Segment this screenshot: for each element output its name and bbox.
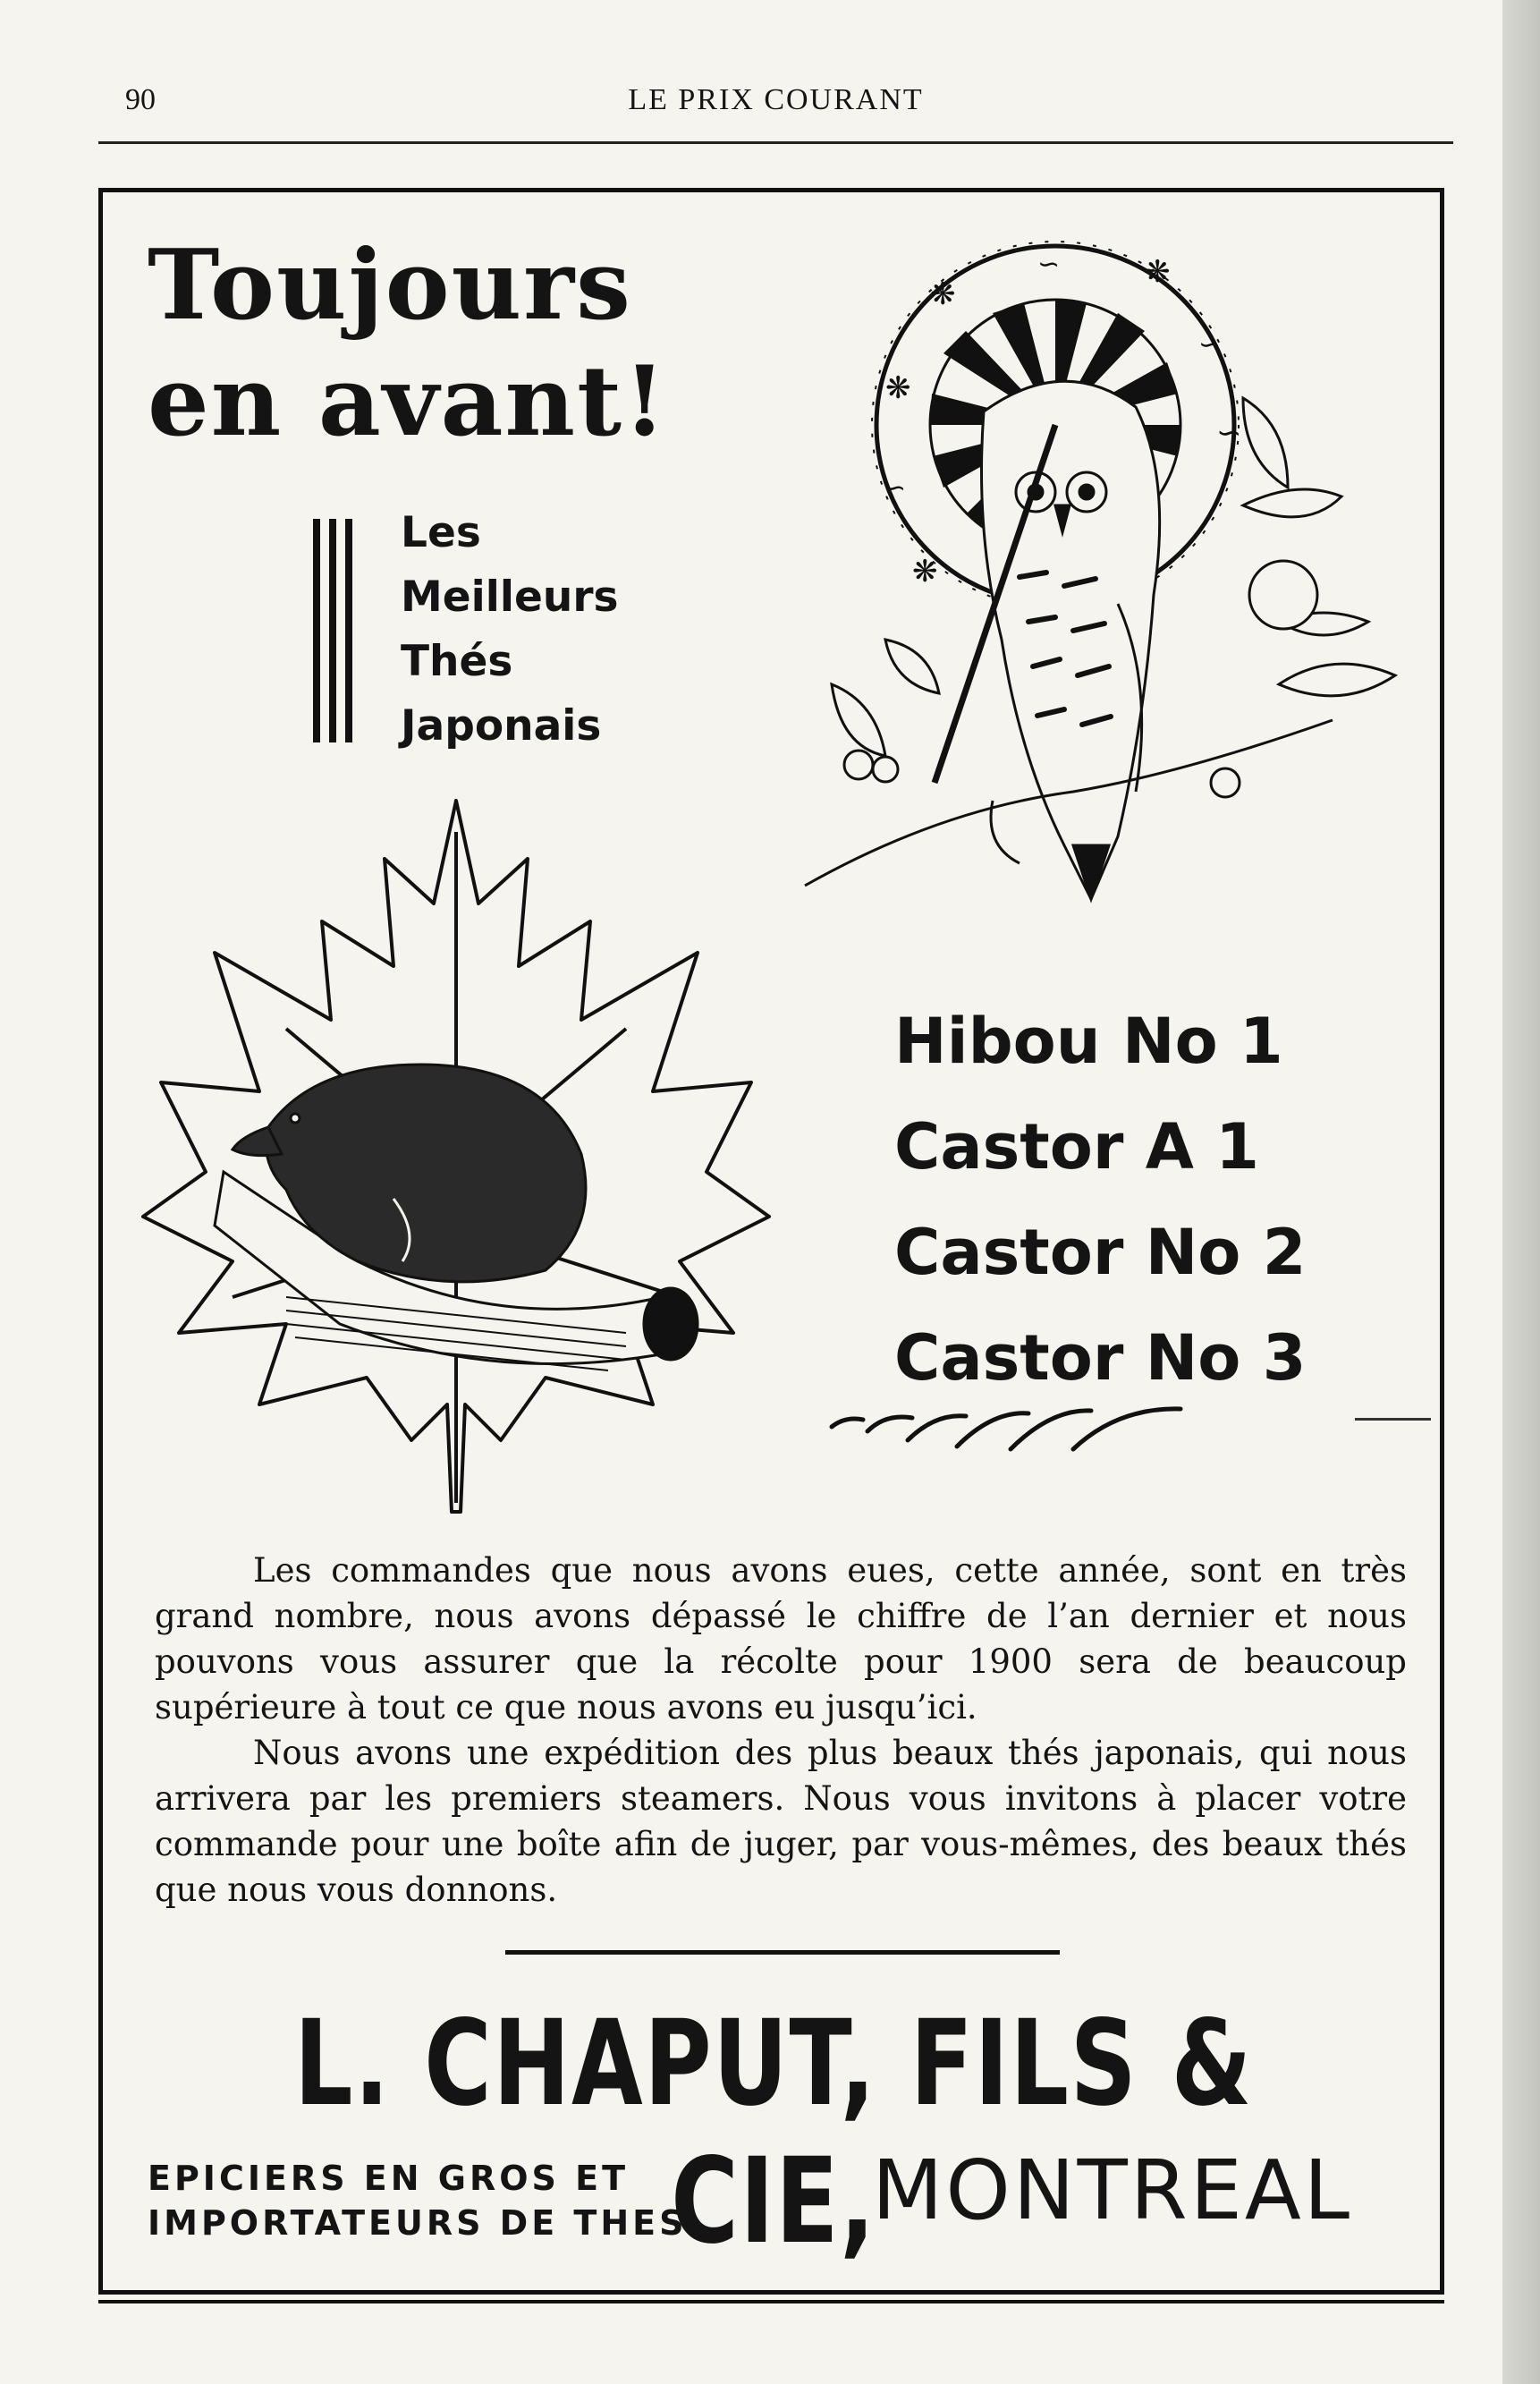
tea-tagline-line: Japonais [401,701,602,751]
product-item: Castor No 2 [894,1216,1307,1289]
product-list [894,988,1395,1411]
journal-title: LE PRIX COURANT [628,83,924,116]
body-paragraph: Les commandes que nous avons eues, cette année, sont en très grand nombre, nous avons dépassé le chiffre de l’an dernier et nous pouvons vous assurer que la récolte pour 1900 sera de beaucoup supérieure à tout ce que nous avons eu jusqu’ici. [155,1551,1407,1726]
header-rule [98,141,1453,144]
trade-line: IMPORTATEURS DE THES [148,2203,688,2243]
product-item: Hibou No 1 [894,1005,1283,1078]
company-name: L. CHAPUT, FILS & CIE, [293,1995,1254,2270]
body-text [155,1548,1407,1913]
flourish-ornament [823,1400,1198,1454]
tea-tagline-line: Thés [401,637,513,686]
page-edge [1502,0,1540,2384]
running-head [98,79,1453,123]
svg-text:∽: ∽ [1037,249,1061,280]
beaver-maple-leaf-illustration [125,796,787,1539]
vertical-bars-ornament [313,519,353,742]
svg-text:∽: ∽ [1198,329,1222,361]
svg-text:❋: ❋ [1145,254,1171,290]
headline-line-1: Toujours [148,229,632,342]
trade-description [148,2156,774,2245]
body-paragraph: Nous avons une expédition des plus beaux thés japonais, qui nous arrivera par les premiers steamers. Nous vous invitons à placer votre commande pour une boîte afin de juger, par vous-mêmes, des beaux thés que nous vous donnons. [155,1734,1407,1909]
side-dash-rule [1355,1418,1431,1421]
product-item: Castor No 3 [894,1321,1307,1395]
svg-text:❋: ❋ [930,276,956,312]
city-name: MONTREAL [872,2142,1353,2238]
svg-text:∽: ∽ [884,472,907,504]
headline-line-2: en avant! [148,345,668,458]
page-number: 90 [125,83,156,116]
headline [148,229,684,470]
advertisement-frame-bottom-rule [98,2300,1444,2303]
owl-parasol-illustration [778,219,1440,953]
svg-text:❋: ❋ [912,554,938,590]
tea-tagline-line: Les [401,508,481,557]
trade-line: EPICIERS EN GROS ET [148,2159,630,2198]
tea-tagline-line: Meilleurs [401,573,619,622]
product-item: Castor A 1 [894,1110,1259,1184]
center-rule [505,1950,1060,1955]
svg-text:∽: ∽ [1216,415,1242,451]
svg-text:❋: ❋ [885,370,911,406]
tea-tagline [401,501,669,759]
